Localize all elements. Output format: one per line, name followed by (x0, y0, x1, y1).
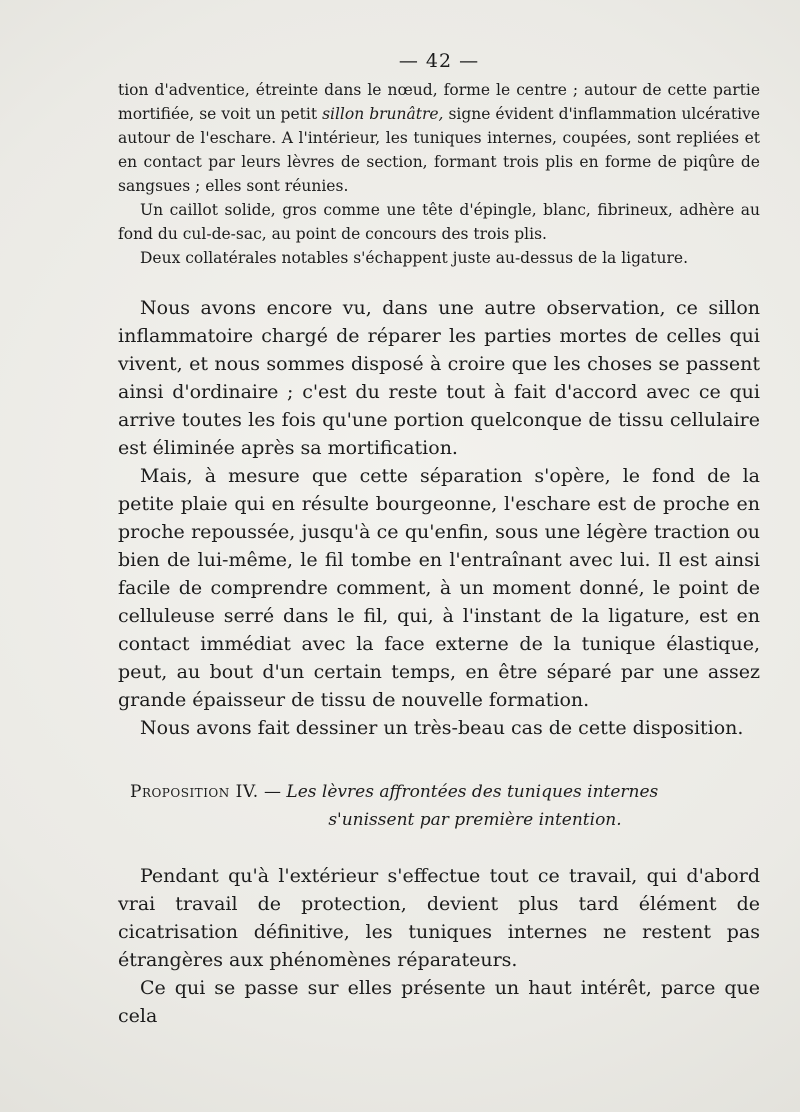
observation-text-1a: tion d'adventice, étreinte dans le nœud, forme le centre ; autour de cette partie mortifiée, se voit un petit (118, 81, 760, 123)
main-paragraph-2: Mais, à mesure que cette séparation s'opère, le fond de la petite plaie qui en résulte bourgeonne, l'eschare est de proche en proche repoussée, jusqu'à ce qu'enfin, sous une légère traction ou bien de lui-même, le fil tombe en l'entraînant avec lui. Il est ainsi facile de comprendre comment, à un moment donné, le point de celluleuse serré dans le fil, qui, à l'instant de la ligature, est en contact immédiat avec la face externe de la tunique élastique, peut, au bout d'un certain temps, en être séparé par une assez grande épaisseur de tissu de nouvelle formation. (118, 465, 760, 711)
proposition-dash: — (258, 782, 287, 802)
closing-text (118, 862, 760, 1030)
main-paragraph-1: Nous avons encore vu, dans une autre observation, ce sillon inflammatoire chargé de réparer les parties mortes de celles qui vivent, et nous sommes disposé à croire que les choses se passent ainsi d'ordinaire ; c'est du reste tout à fait d'accord avec ce qui arrive toutes les fois qu'une portion quelconque de tissu cellulaire est éliminée après sa mortification. (118, 297, 760, 459)
observation-notes (118, 78, 760, 270)
proposition-title-line-2: s'unissent par première intention. (328, 810, 622, 830)
observation-paragraph-3: Deux collatérales notables s'échappent juste au-dessus de la ligature. (140, 249, 688, 267)
page-number: — 42 — (398, 50, 480, 72)
observation-paragraph-2: Un caillot solide, gros comme une tête d'épingle, blanc, fibrineux, adhère au fond du cul-de-sac, au point de concours des trois plis. (118, 201, 760, 243)
observation-text-1b: signe évident d'inflammation ulcérative autour de l'eschare. A l'intérieur, les tuniques internes, coupées, sont repliées et en contact par leurs lèvres de section, formant trois plis en forme de piqûre de sangsues ; elles sont réunies. (118, 105, 761, 195)
proposition-label: Proposition IV. (130, 782, 259, 802)
observation-italic-term: sillon brunâtre, (322, 105, 444, 123)
closing-paragraph-1: Pendant qu'à l'extérieur s'effectue tout ce travail, qui d'abord vrai travail de protection, devient plus tard élément de cicatrisation définitive, les tuniques internes ne restent pas étrangères aux phénomènes réparateurs. (118, 865, 760, 971)
observation-paragraph-1 (118, 78, 760, 198)
closing-paragraph-2: Ce qui se passe sur elles présente un haut intérêt, parce que cela (118, 977, 760, 1027)
main-paragraph-3: Nous avons fait dessiner un très-beau cas de cette disposition. (140, 717, 744, 739)
spacer (118, 834, 760, 862)
spacer (118, 270, 760, 294)
spacer (118, 742, 760, 778)
proposition-heading (118, 778, 760, 834)
proposition-title-line-1: Les lèvres affrontées des tuniques internes (286, 782, 659, 802)
main-text (118, 294, 760, 742)
